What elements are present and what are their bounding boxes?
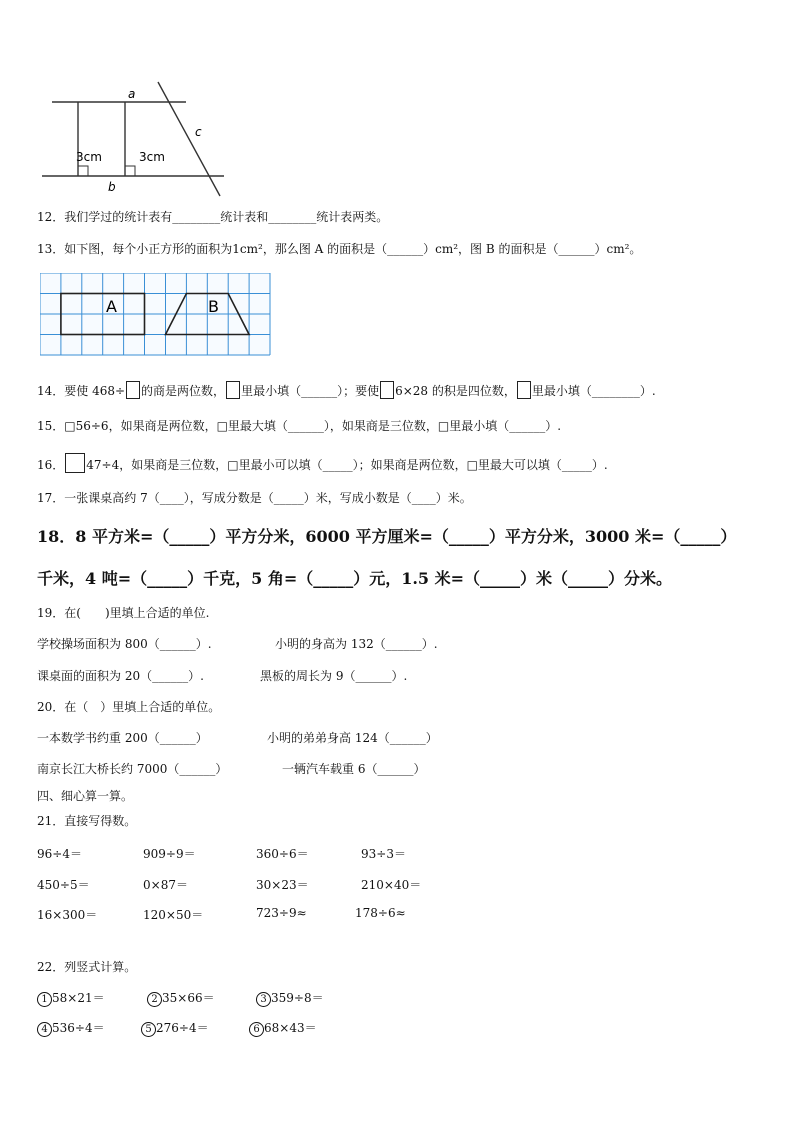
calc-item: 360÷6＝ [256, 847, 309, 861]
label-a: a [128, 87, 136, 101]
height-label-2: 3cm [139, 150, 165, 164]
answer-box[interactable] [65, 453, 85, 473]
calc-item: 93÷3＝ [361, 847, 406, 861]
question-15: 15．□56÷6，如果商是两位数，□里最大填（______），如果商是三位数，□里最小填（______）. [37, 419, 562, 433]
right-angle-mark-2 [125, 166, 135, 176]
calc-item: 16×300＝ [37, 908, 98, 922]
calc-item: 96÷4＝ [37, 847, 82, 861]
answer-box[interactable] [380, 381, 394, 399]
question-16: 16． 47÷4，如果商是三位数，□里最小可以填（_____）；如果商是两位数，□里最大可以填（_____）. [37, 453, 608, 473]
question-20-c: 南京长江大桥长约 7000（______） [37, 762, 228, 776]
question-20-title: 20．在（ ）里填上合适的单位。 [37, 700, 221, 714]
calc-item: 120×50＝ [143, 908, 204, 922]
calc-item: 178÷6≈ [355, 906, 406, 920]
circled-number: 2 [147, 992, 162, 1007]
circled-number: 6 [249, 1022, 264, 1037]
circled-number: 4 [37, 1022, 52, 1037]
question-20-b: 小明的弟弟身高 124（______） [267, 731, 438, 745]
question-19-c: 课桌面的面积为 20（______）. [37, 669, 204, 683]
vertical-calc-item: 4 536÷4＝ [37, 1019, 105, 1037]
question-19-b: 小明的身高为 132（______）. [275, 637, 438, 651]
question-17: 17．一张课桌高约 7（____），写成分数是（_____）米，写成小数是（____）米。 [37, 491, 472, 505]
circled-number: 1 [37, 992, 52, 1007]
question-19-a: 学校操场面积为 800（______）. [37, 637, 212, 651]
shape-b-label: B [208, 297, 219, 316]
answer-box[interactable] [126, 381, 140, 399]
section-4-title: 四、细心算一算。 [37, 789, 134, 803]
question-12: 12．我们学过的统计表有________统计表和________统计表两类。 [37, 210, 389, 224]
vertical-calc-item: 1 58×21＝ [37, 989, 105, 1007]
question-18-line-2: 千米，4 吨=（_____）千克，5 角=（_____）元，1.5 米=（_____）米（_____）分米。 [37, 569, 673, 588]
calc-item: 0×87＝ [143, 878, 188, 892]
parallel-lines-figure [38, 78, 238, 203]
calc-item: 723÷9≈ [256, 906, 307, 920]
question-22-title: 22．列竖式计算。 [37, 960, 137, 974]
circled-number: 5 [141, 1022, 156, 1037]
calc-item: 450÷5＝ [37, 878, 90, 892]
label-b: b [108, 180, 116, 194]
question-19-title: 19．在( )里填上合适的单位. [37, 606, 210, 620]
question-13: 13．如下图，每个小正方形的面积为1cm²，那么图 A 的面积是（______）cm²，图 B 的面积是（______）cm²。 [37, 242, 642, 256]
question-18-line-1: 18．8 平方米=（_____）平方分米，6000 平方厘米=（_____）平方分米，3000 米=（_____） [37, 527, 737, 546]
label-c: c [195, 125, 202, 139]
question-14: 14．要使 468÷ 的商是两位数， 里最小填（______）；要使 6×28 的积是四位数， 里最小填（________）. [37, 381, 656, 399]
vertical-calc-item: 3 359÷8＝ [256, 989, 324, 1007]
answer-box[interactable] [517, 381, 531, 399]
circled-number: 3 [256, 992, 271, 1007]
question-20-a: 一本数学书约重 200（______） [37, 731, 208, 745]
vertical-calc-item: 2 35×66＝ [147, 989, 215, 1007]
right-angle-mark-1 [78, 166, 88, 176]
calc-item: 909÷9＝ [143, 847, 196, 861]
question-19-d: 黑板的周长为 9（______）. [260, 669, 408, 683]
height-label-1: 3cm [76, 150, 102, 164]
line-c [158, 82, 220, 196]
vertical-calc-item: 5 276÷4＝ [141, 1019, 209, 1037]
vertical-calc-item: 6 68×43＝ [249, 1019, 317, 1037]
shape-a-label: A [106, 297, 117, 316]
question-20-d: 一辆汽车载重 6（______） [282, 762, 426, 776]
calc-item: 30×23＝ [256, 878, 309, 892]
answer-box[interactable] [226, 381, 240, 399]
area-grid-figure [40, 273, 272, 357]
question-21-title: 21．直接写得数。 [37, 814, 137, 828]
calc-item: 210×40＝ [361, 878, 422, 892]
